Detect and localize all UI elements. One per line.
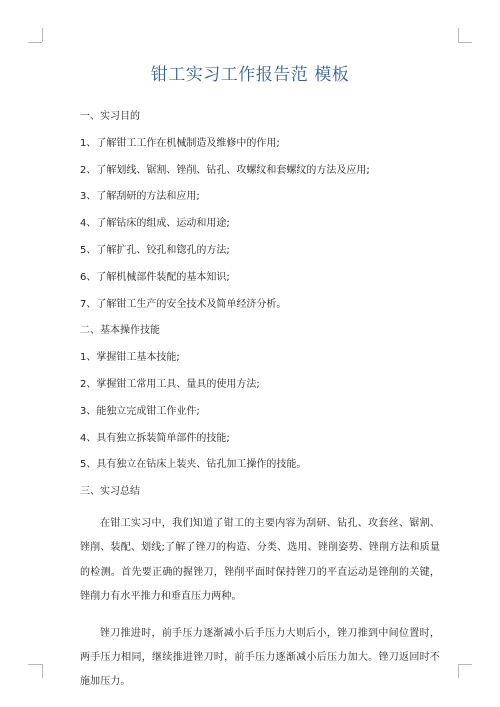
crop-mark-top-left-v: [42, 28, 43, 42]
crop-mark-bottom-right-v: [458, 664, 459, 678]
document-body: [80, 110, 440, 707]
section-heading-summary: 三、实习总结: [80, 486, 140, 498]
summary-paragraph: 锉刀推进时，前手压力逐渐减小后手压力大则后小，锉刀推到中间位置时，两手压力相同，继续推进锉刀时，前手压力逐渐减小后压力加大。锉刀返回时不施加压力。: [80, 627, 440, 688]
crop-mark-top-right-v: [458, 28, 459, 42]
crop-mark-bottom-left-h: [28, 664, 42, 665]
list-item: 1、掌握钳工基本技能;: [80, 352, 180, 364]
crop-mark-bottom-right-h: [458, 664, 472, 665]
summary-paragraph: 在钳工实习中，我们知道了钳工的主要内容为刮研、钻孔、攻套丝、锯割、锉削、装配、划线;了解了锉刀的构造、分类、选用、锉削姿势、锉削方法和质量的检测。首先要正确的握锉刀，锉削平面时保持锉刀的平直运动是锉削的关键，锉削力有水平推力和垂直压力两种。: [80, 517, 440, 603]
list-item: 2、掌握钳工常用工具、量具的使用方法;: [80, 378, 260, 390]
section-heading-purpose: 一、实习目的: [80, 111, 140, 122]
list-item: 5、了解扩孔、铰孔和锪孔的方法;: [80, 244, 230, 256]
list-item: 3、能独立完成钳工作业件;: [80, 405, 200, 417]
list-item: 2、了解划线、锯割、锉削、钻孔、攻螺纹和套螺纹的方法及应用;: [80, 164, 370, 176]
list-item: 4、了解钻床的组成、运动和用途;: [80, 218, 230, 230]
list-item: 1、了解钳工工作在机械制造及维修中的作用;: [80, 137, 280, 149]
list-item: 3、了解刮研的方法和应用;: [80, 191, 200, 203]
crop-mark-top-right-h: [458, 42, 472, 43]
document-title: 钳工实习工作报告范 模板: [150, 65, 350, 85]
section-heading-skills: 二、基本操作技能: [80, 325, 160, 337]
crop-mark-top-left-h: [28, 42, 42, 43]
list-item: 6、了解机械部件装配的基本知识;: [80, 271, 230, 283]
list-item: 4、具有独立拆装简单部件的技能;: [80, 432, 230, 444]
list-item: 5、具有独立在钻床上装夹、钻孔加工操作的技能。: [80, 459, 307, 471]
list-item: 7、了解钳工生产的安全技术及简单经济分析。: [80, 298, 287, 310]
crop-mark-bottom-left-v: [42, 664, 43, 678]
